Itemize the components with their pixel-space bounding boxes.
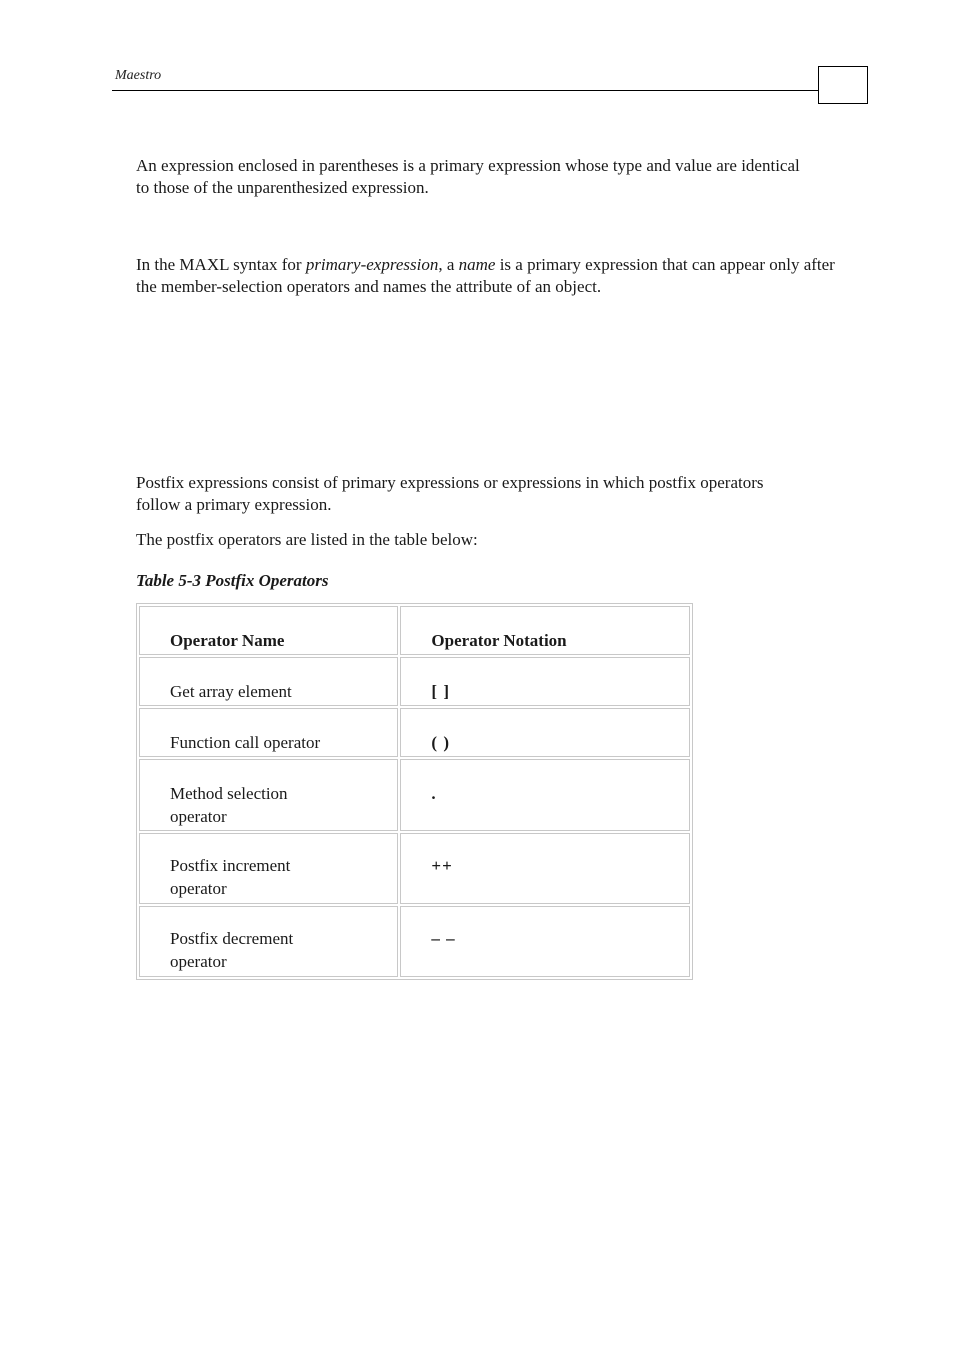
- cell-text: ++: [431, 856, 453, 875]
- operator-notation-cell: [400, 833, 690, 904]
- page-header: [112, 66, 868, 104]
- text-run: is a primary expression that can appear only after the member-selection operators and names the attribute of an object.: [136, 255, 835, 296]
- table-row: [139, 657, 690, 706]
- header-rule: [112, 90, 818, 91]
- operator-name-cell: [139, 833, 398, 904]
- paragraph-parenthesized-expression: An expression enclosed in parentheses is a primary expression whose type and value are identical to those of the unparenthesized expression.: [136, 156, 800, 197]
- paragraph-postfix-expressions: Postfix expressions consist of primary expressions or expressions in which postfix operators follow a primary expression.: [136, 473, 764, 514]
- operator-name-cell: [139, 657, 398, 706]
- table-caption: Table 5-3 Postfix Operators: [136, 571, 329, 590]
- operator-notation-cell: [400, 759, 690, 831]
- cell-text: Get array element: [170, 682, 292, 701]
- text-run: , a: [438, 255, 459, 274]
- table-row: [139, 708, 690, 757]
- header-title: Maestro: [115, 68, 162, 83]
- operator-notation-cell: [400, 657, 690, 706]
- cell-text: Postfix decrement operator: [170, 929, 294, 971]
- operator-name-cell: [139, 759, 398, 831]
- cell-text: Method selection operator: [170, 784, 288, 826]
- paragraph-maxl-syntax: [136, 254, 836, 298]
- table-row: [139, 833, 690, 904]
- column-header-operator-name: [139, 606, 398, 655]
- text-run: In the MAXL syntax for: [136, 255, 306, 274]
- operator-name-cell: [139, 708, 398, 757]
- table-header-row: [139, 606, 690, 655]
- column-header-operator-notation: [400, 606, 690, 655]
- operator-notation-cell: [400, 906, 690, 977]
- paragraph-table-intro: The postfix operators are listed in the table below:: [136, 530, 478, 549]
- operator-notation-cell: [400, 708, 690, 757]
- cell-text: Postfix increment operator: [170, 856, 291, 898]
- header-label: Operator Name: [170, 631, 285, 650]
- table-row: [139, 759, 690, 831]
- operator-name-cell: [139, 906, 398, 977]
- italic-term-primary-expression: primary-expression: [305, 255, 439, 274]
- table-row: [139, 906, 690, 977]
- cell-text: Function call operator: [170, 733, 321, 752]
- postfix-operators-table: [136, 603, 693, 980]
- cell-text: .: [431, 784, 437, 803]
- cell-text: [ ]: [431, 682, 450, 701]
- page-number-box: [818, 66, 868, 104]
- cell-text: ( ): [431, 733, 450, 752]
- cell-text: – –: [431, 929, 456, 948]
- header-label: Operator Notation: [431, 631, 567, 650]
- italic-term-name: name: [458, 255, 496, 274]
